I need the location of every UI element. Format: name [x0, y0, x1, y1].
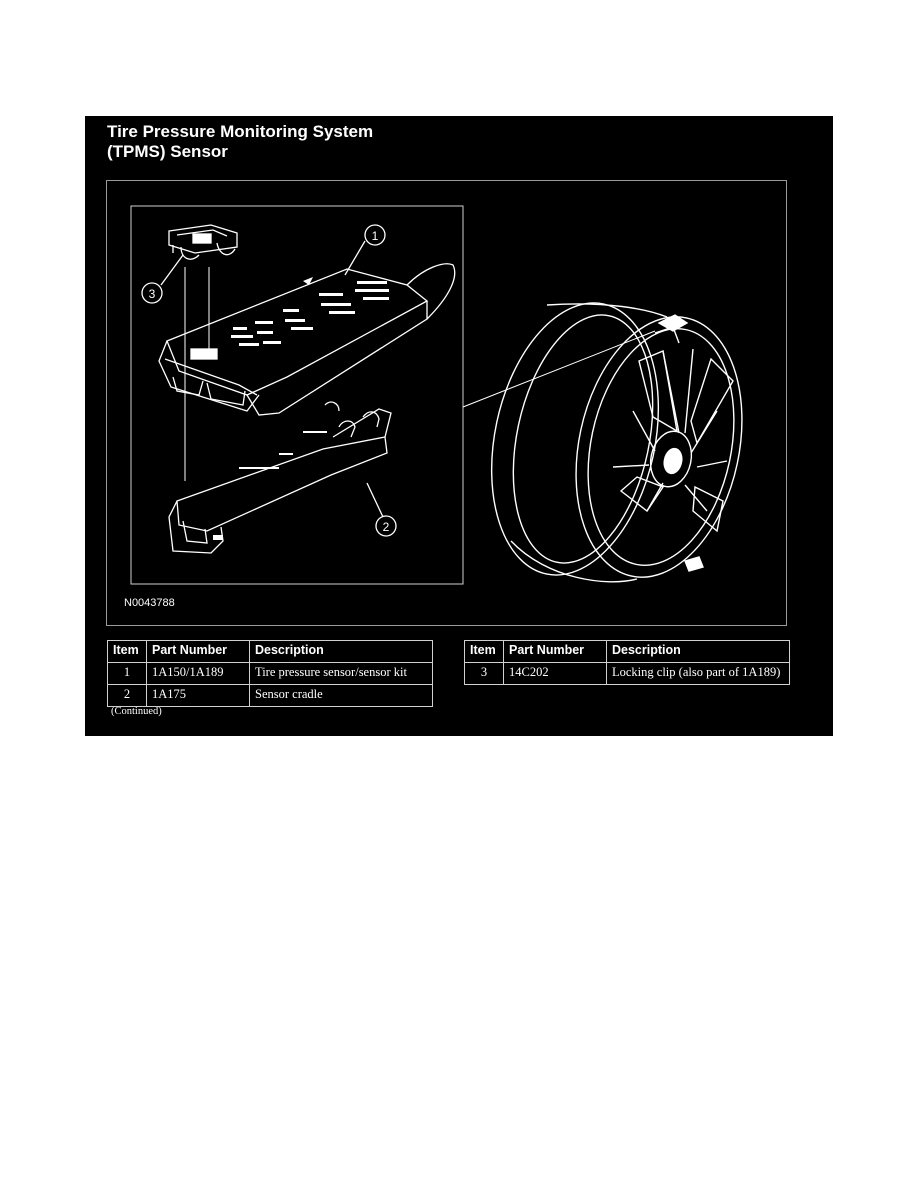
cell-item: 3 — [465, 663, 504, 685]
cell-part-number: 1A175 — [147, 685, 250, 707]
cell-description: Sensor cradle — [250, 685, 433, 707]
illustration-frame — [106, 180, 787, 626]
callout-3 — [142, 255, 183, 303]
table-row — [108, 685, 433, 707]
header-part-number: Part Number — [504, 641, 607, 663]
title-line-1: Tire Pressure Monitoring System — [107, 122, 374, 141]
callout-1 — [345, 225, 385, 275]
sensor-inset-box — [131, 206, 463, 584]
sensor-cradle-drawing — [169, 402, 391, 553]
table-header-row — [108, 641, 433, 663]
cell-item: 1 — [108, 663, 147, 685]
continued-note: (Continued) — [111, 706, 162, 717]
locking-clip-drawing — [169, 225, 237, 259]
wheel-drawing — [468, 287, 765, 592]
header-item: Item — [108, 641, 147, 663]
header-description: Description — [607, 641, 790, 663]
callout-3-label: 3 — [148, 287, 156, 301]
cell-description: Tire pressure sensor/sensor kit — [250, 663, 433, 685]
figure-panel — [85, 116, 833, 736]
figure-id: N0043788 — [124, 597, 175, 609]
cell-part-number: 1A150/1A189 — [147, 663, 250, 685]
page-title — [107, 122, 373, 162]
table-row — [108, 663, 433, 685]
cell-description: Locking clip (also part of 1A189) — [607, 663, 790, 685]
parts-table-left — [107, 640, 433, 707]
cell-part-number: 14C202 — [504, 663, 607, 685]
callout-2 — [367, 483, 396, 536]
table-header-row — [465, 641, 790, 663]
title-line-2: (TPMS) Sensor — [107, 142, 228, 161]
header-part-number: Part Number — [147, 641, 250, 663]
parts-table-right — [464, 640, 790, 685]
tpms-illustration — [107, 181, 788, 627]
header-item: Item — [465, 641, 504, 663]
callout-2-label: 2 — [382, 520, 390, 534]
header-description: Description — [250, 641, 433, 663]
table-row — [465, 663, 790, 685]
leader-line — [463, 331, 655, 407]
cell-item: 2 — [108, 685, 147, 707]
sensor-body-drawing — [159, 264, 455, 415]
callout-1-label: 1 — [371, 229, 379, 243]
